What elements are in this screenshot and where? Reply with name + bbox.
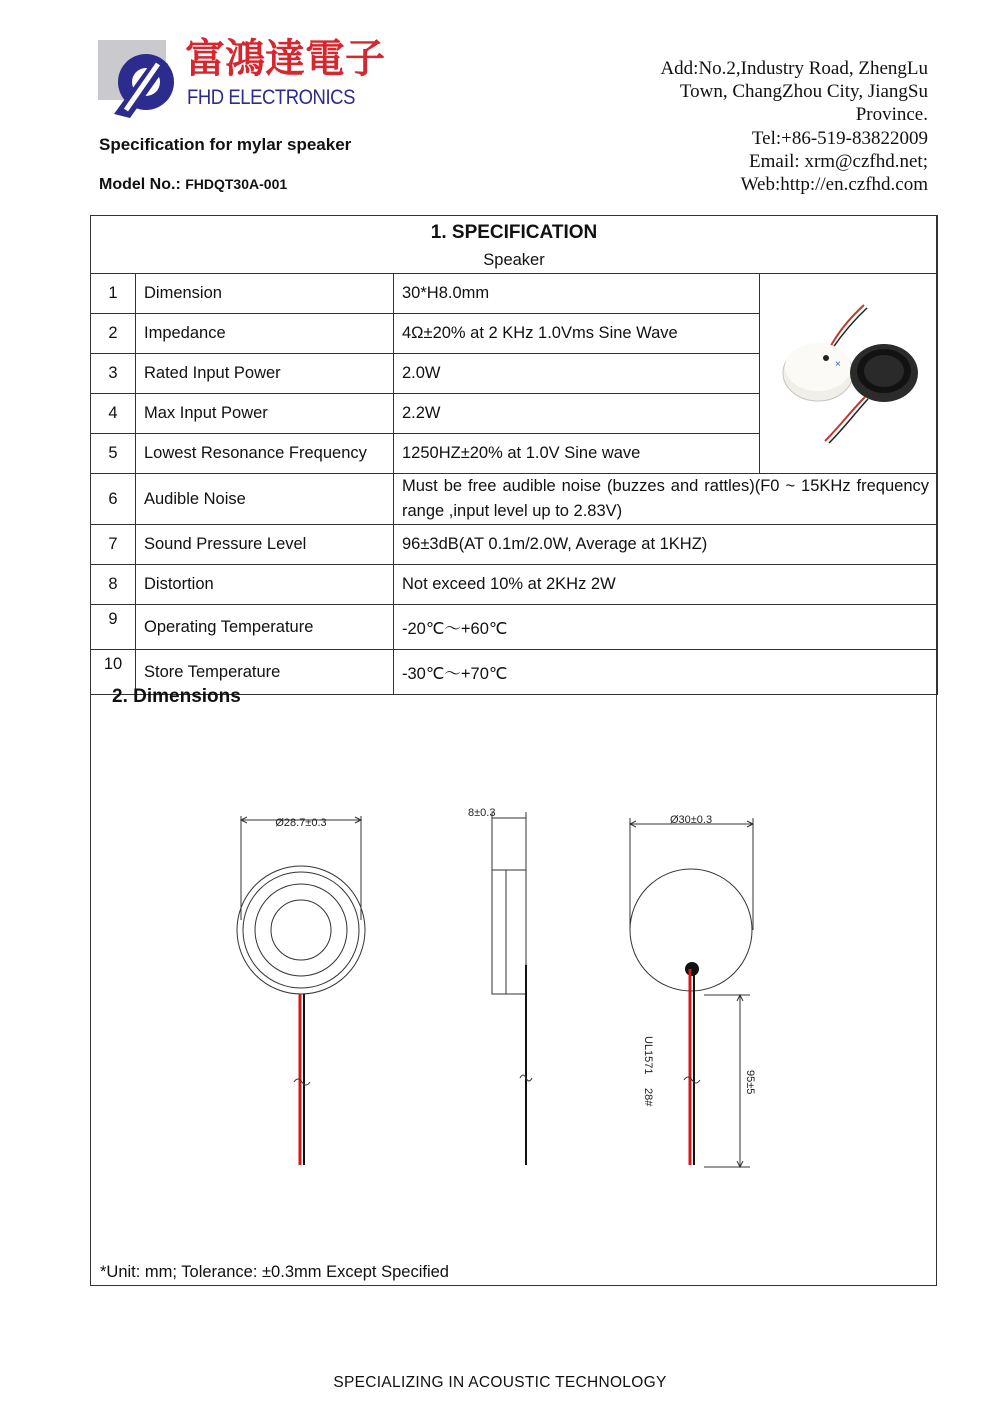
- dimension-drawing: [220, 800, 780, 1180]
- row-value: Must be free audible noise (buzzes and rattles)(F0 ~ 15KHz frequency range ,input level up to 2.83V): [394, 474, 938, 525]
- document-title: Specification for mylar speaker: [99, 135, 352, 154]
- row-value: 2.2W: [394, 394, 760, 434]
- email-line: Email: xrm@czfhd.net;: [749, 150, 928, 172]
- row-item: Max Input Power: [136, 394, 394, 434]
- row-value: 4Ω±20% at 2 KHz 1.0Vms Sine Wave: [394, 314, 760, 354]
- row-value: 96±3dB(AT 0.1m/2.0W, Average at 1KHZ): [394, 525, 938, 565]
- specification-table: [90, 215, 938, 695]
- row-item: Rated Input Power: [136, 354, 394, 394]
- phone-line: Tel:+86-519-83822009: [751, 127, 928, 149]
- row-value: -30℃～+70℃: [394, 650, 938, 695]
- section-subtitle: Speaker: [483, 251, 545, 269]
- row-item: Store Temperature: [136, 650, 394, 695]
- address-line: Town, ChangZhou City, JiangSu: [679, 81, 928, 103]
- address-line: Add:No.2,Industry Road, ZhengLu: [660, 58, 928, 79]
- row-value: 30*H8.0mm: [394, 274, 760, 314]
- company-name-english: FHD ELECTRONICS: [187, 86, 355, 109]
- front-view: [237, 816, 365, 994]
- section-title: 1. SPECIFICATION: [430, 222, 598, 243]
- row-number: 5: [91, 434, 136, 474]
- wire-break-mark: [684, 1077, 700, 1083]
- row-number: 2: [91, 314, 136, 354]
- row-number: 4: [91, 394, 136, 434]
- row-number: 9: [91, 605, 136, 650]
- company-name-chinese: 富鴻達電子: [185, 36, 385, 82]
- row-value: Not exceed 10% at 2KHz 2W: [394, 565, 938, 605]
- row-number: 1: [91, 274, 136, 314]
- row-item: Impedance: [136, 314, 394, 354]
- table-row: [91, 474, 938, 525]
- table-row: [91, 605, 938, 650]
- row-value: -20℃～+60℃: [394, 605, 938, 650]
- address-line: Province.: [855, 104, 928, 126]
- table-header-cell: [91, 216, 938, 274]
- product-photo-cell: [760, 274, 938, 474]
- table-header-row: [91, 216, 938, 274]
- tolerance-note: *Unit: mm; Tolerance: ±0.3mm Except Specified: [100, 1263, 449, 1281]
- side-height-label: 8±0.3: [468, 807, 496, 819]
- model-number: [99, 176, 287, 194]
- row-item: Audible Noise: [136, 474, 394, 525]
- row-item: Dimension: [136, 274, 394, 314]
- table-row: [91, 525, 938, 565]
- row-value: 2.0W: [394, 354, 760, 394]
- model-value: FHDQT30A-001: [185, 176, 288, 192]
- wire-spec-label: UL1571: [642, 1036, 654, 1075]
- front-diameter-label: Ø28.7±0.3: [275, 817, 327, 829]
- row-item: Distortion: [136, 565, 394, 605]
- table-row: [91, 274, 938, 314]
- back-diameter-label: Ø30±0.3: [669, 814, 713, 826]
- wire-length-label: 95±5: [744, 1070, 756, 1095]
- wire-gauge-label: 28#: [642, 1088, 654, 1107]
- row-value: 1250HZ±20% at 1.0V Sine wave: [394, 434, 760, 474]
- page-footer: SPECIALIZING IN ACOUSTIC TECHNOLOGY: [333, 1374, 667, 1391]
- row-item: Operating Temperature: [136, 605, 394, 650]
- row-number: 10: [91, 650, 136, 695]
- website-line: Web:http://en.czfhd.com: [740, 174, 928, 196]
- row-item: Sound Pressure Level: [136, 525, 394, 565]
- wire-break-mark: [294, 1079, 310, 1085]
- solder-point: [685, 962, 699, 976]
- row-number: 7: [91, 525, 136, 565]
- table-row: [91, 565, 938, 605]
- svg-text:×: ×: [834, 359, 841, 370]
- speaker-product-photo: [769, 291, 929, 451]
- side-view: [492, 812, 526, 994]
- row-number: 8: [91, 565, 136, 605]
- row-number: 6: [91, 474, 136, 525]
- model-label: Model No.:: [99, 176, 181, 193]
- row-number: 3: [91, 354, 136, 394]
- company-address-block: [588, 57, 928, 196]
- row-item: Lowest Resonance Frequency: [136, 434, 394, 474]
- dimensions-title: 2. Dimensions: [112, 686, 241, 707]
